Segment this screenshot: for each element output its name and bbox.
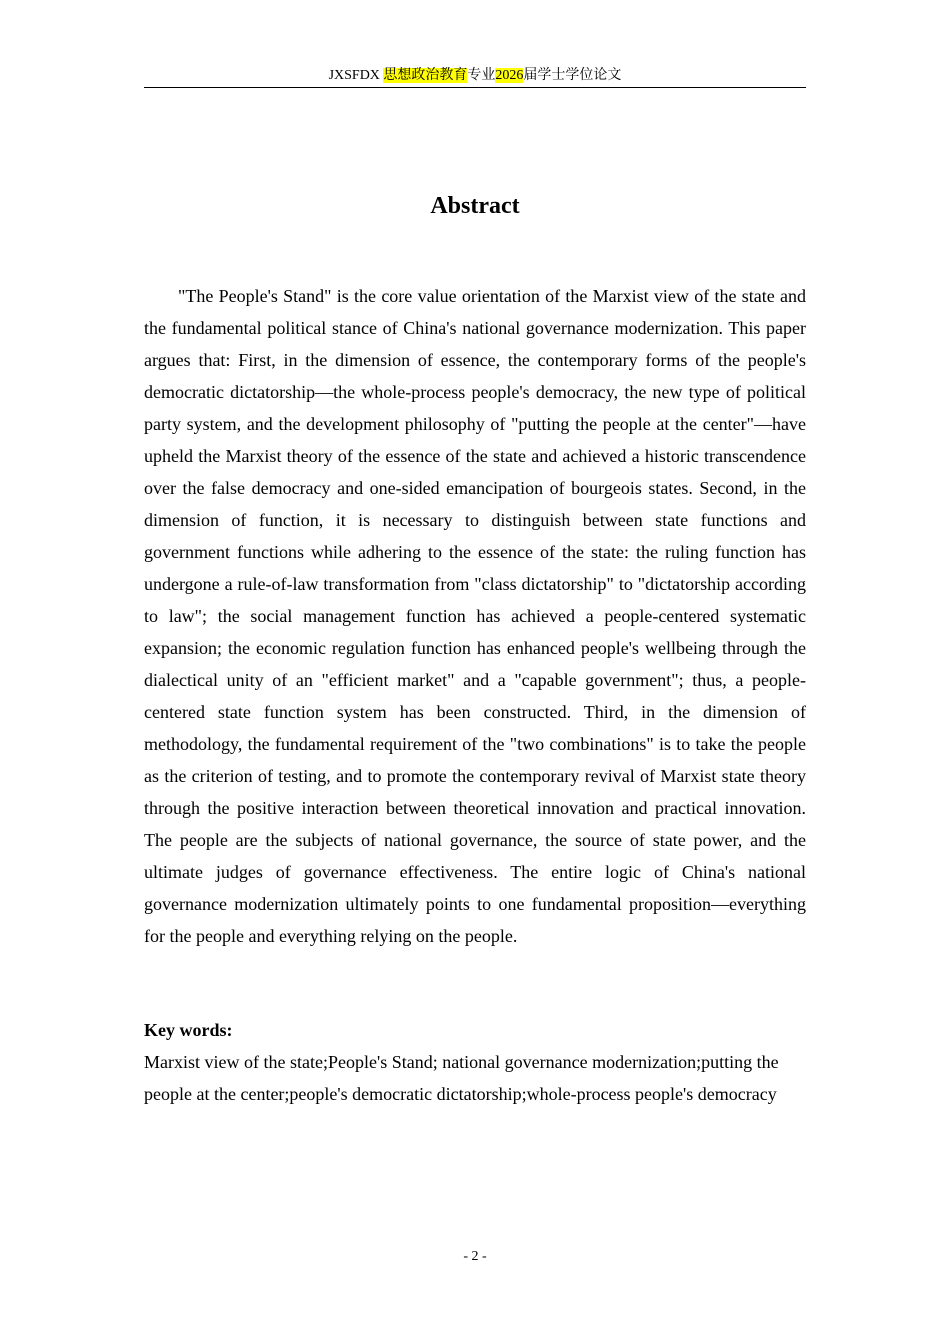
page-number: - 2 -: [463, 1249, 487, 1264]
header-year-highlight: 2026: [495, 68, 524, 83]
header-mid: 专业: [467, 68, 496, 83]
keywords-heading: Key words:: [144, 1020, 233, 1040]
keywords-list: Marxist view of the state;People's Stand; national governance modernization;putting the people at the center;people's democratic dictatorship;whole-process people's democracy: [144, 1052, 779, 1104]
page-title: Abstract: [430, 193, 520, 219]
header-major-highlight: 思想政治教育: [383, 68, 468, 83]
header-prefix: JXSFDX: [328, 68, 384, 83]
abstract-paragraph: "The People's Stand" is the core value orientation of the Marxist view of the state and the fundamental political stance of China's national governance modernization. This paper argues that: First, in the dimension of essence, the contemporary forms of the people's democratic dictatorship—the whole-process people's democracy, the new type of political party system, and the development philosophy of "putting the people at the center"—have upheld the Marxist theory of the essence of the state and achieved a historic transcendence over the false democracy and one-sided emancipation of bourgeois states. Second, in the dimension of function, it is necessary to distinguish between state functions and government functions while adhering to the essence of the state: the ruling function has undergone a rule-of-law transformation from "class dictatorship" to "dictatorship according to law"; the social management function has achieved a people-centered systematic expansion; the economic regulation function has enhanced people's wellbeing through the dialectical unity of an "efficient market" and a "capable government"; thus, a people-centered state function system has been constructed. Third, in the dimension of methodology, the fundamental requirement of the "two combinations" is to take the people as the criterion of testing, and to promote the contemporary revival of Marxist state theory through the positive interaction between theoretical innovation and practical innovation. The people are the subjects of national governance, the source of state power, and the ultimate judges of governance effectiveness. The entire logic of China's national governance modernization ultimately points to one fundamental proposition—everything for the people and everything relying on the people.: [144, 286, 806, 946]
header-suffix: 届学士学位论文: [523, 68, 622, 83]
page-header: [144, 66, 806, 88]
